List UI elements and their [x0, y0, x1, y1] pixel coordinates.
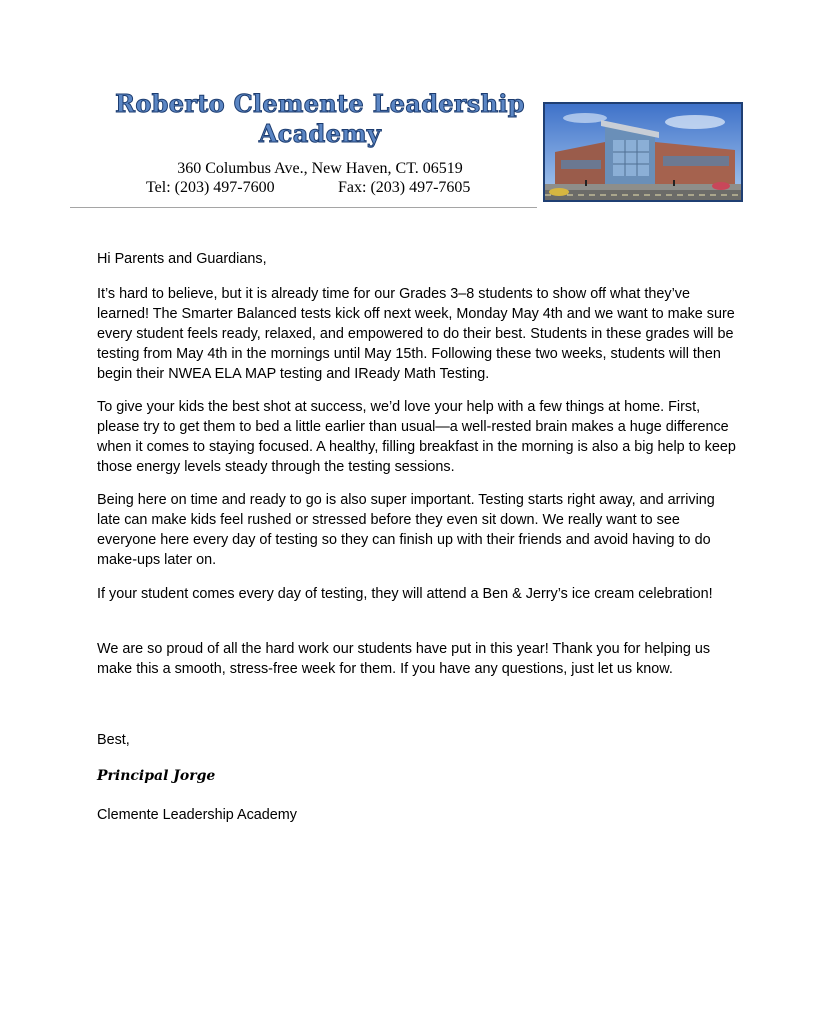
letter-closing: Best, — [97, 732, 130, 748]
school-building-photo — [543, 102, 743, 202]
letter-paragraph-1: It’s hard to believe, but it is already time for our Grades 3–8 students to show off what they’ve learned! The Smarter Balanced tests kick off next week, Monday May 4th and we want to make sure every student feels ready, relaxed, and empowered to do their best. Students in these grades will be testing from May 4th in the mornings until May 15th. Following these two weeks, students will then begin their NWEA ELA MAP testing and IReady Math Testing. — [97, 286, 735, 382]
school-signoff: Clemente Leadership Academy — [97, 807, 297, 823]
letter-paragraph-5: We are so proud of all the hard work our students have put in this year! Thank you for helping us make this a smooth, stress-free week for them. If you have any questions, just let us know. — [97, 641, 711, 677]
school-name-line1: Roberto Clemente Leadership — [115, 89, 525, 118]
school-fax: Fax: (203) 497-7605 — [338, 179, 471, 196]
letter-paragraph-4: If your student comes every day of testing, they will attend a Ben & Jerry’s ice cream celebration! — [97, 586, 713, 602]
header-divider — [70, 207, 537, 208]
letter-paragraph-2: To give your kids the best shot at success, we’d love your help with a few things at home. First, please try to get them to bed a little earlier than usual—a well-rested brain makes a huge difference when it comes to staying focused. A healthy, filling breakfast in the morning is also a big help to keep those energy levels steady through the testing sessions. — [97, 399, 736, 475]
school-building-icon — [545, 104, 741, 200]
letter-greeting: Hi Parents and Guardians, — [97, 251, 267, 267]
school-name-line2: Academy — [258, 119, 382, 148]
principal-signature: Principal Jorge — [97, 768, 216, 784]
school-address: 360 Columbus Ave., New Haven, CT. 06519 — [177, 160, 463, 177]
school-phone: Tel: (203) 497-7600 — [146, 179, 275, 196]
letter-paragraph-3: Being here on time and ready to go is also super important. Testing starts right away, and arriving late can make kids feel rushed or stressed before they even sit down. We really want to see everyone here every day of testing so they can finish up with their friends and avoid having to do make-ups later on. — [97, 492, 715, 568]
